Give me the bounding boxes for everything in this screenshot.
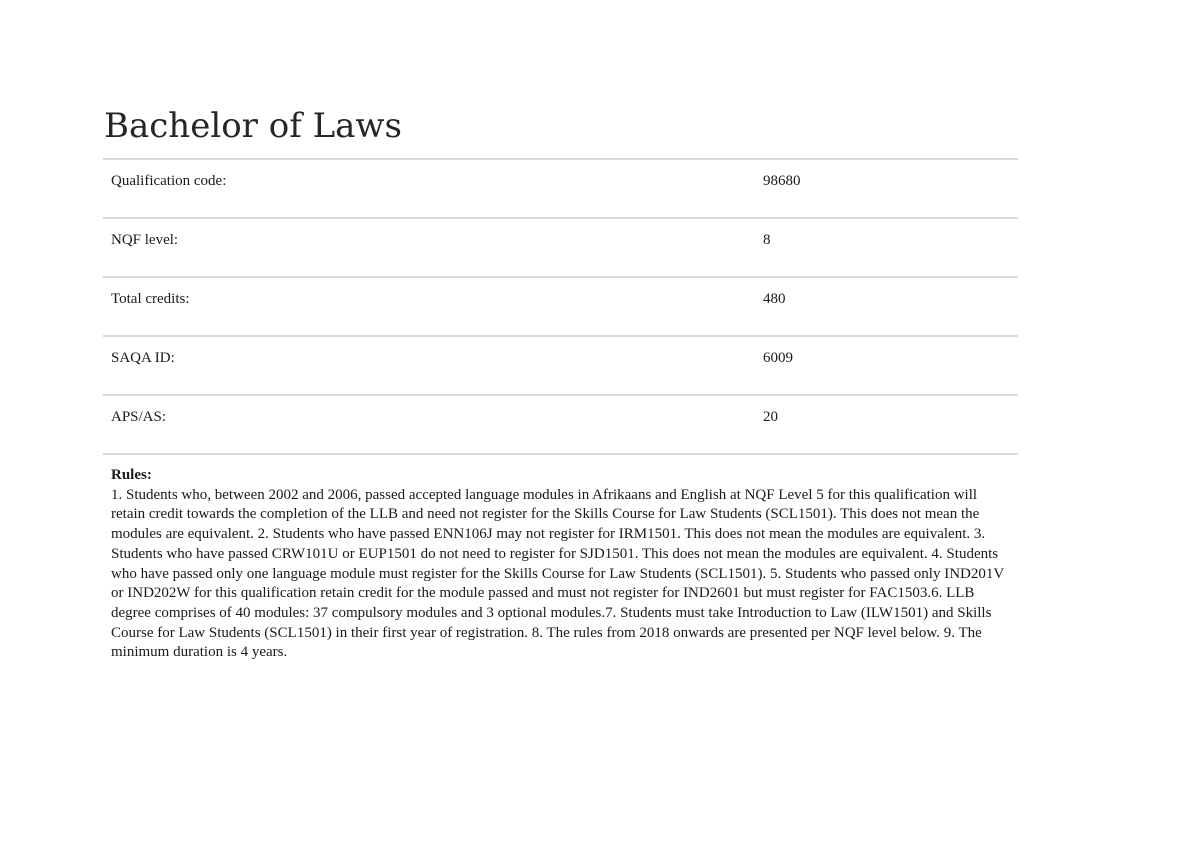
qualification-details-table [103, 158, 1018, 455]
table-row [103, 277, 1018, 336]
nqf-level-value: 8 [763, 232, 771, 248]
table-row [103, 159, 1018, 218]
rules-heading: Rules: [111, 467, 152, 483]
qualification-code-label: Qualification code: [111, 173, 227, 189]
aps-as-value: 20 [763, 409, 778, 425]
saqa-id-label: SAQA ID: [111, 350, 175, 366]
aps-as-label: APS/AS: [111, 409, 167, 425]
rules-section [111, 466, 1011, 663]
page-title: Bachelor of Laws [104, 106, 402, 146]
qualification-code-value: 98680 [763, 173, 801, 189]
nqf-level-label: NQF level: [111, 232, 179, 248]
total-credits-value: 480 [763, 291, 786, 307]
total-credits-label: Total credits: [111, 291, 190, 307]
saqa-id-value: 6009 [763, 350, 793, 366]
table-row [103, 395, 1018, 454]
rules-text: 1. Students who, between 2002 and 2006, passed accepted language modules in Afrikaans and English at NQF Level 5 for this qualification will retain credit towards the completion of the LLB and need not register for the Skills Course for Law Students (SCL1501). This does not mean the modules are equivalent. 2. Students who have passed ENN106J may not register for IRM1501. This does not mean the modules are equivalent. 3. Students who have passed CRW101U or EUP1501 do not need to register for SJD1501. This does not mean the modules are equivalent. 4. Students who have passed only one language module must register for the Skills Course for Law Students (SCL1501). 5. Students who passed only IND201V or IND202W for this qualification retain credit for the module passed and must not register for IND2601 but must register for FAC1503.6. LLB degree comprises of 40 modules: 37 compulsory modules and 3 optional modules.7. Students must take Introduction to Law (ILW1501) and Skills Course for Law Students (SCL1501) in their first year of registration. 8. The rules from 2018 onwards are presented per NQF level below. 9. The minimum duration is 4 years. [111, 486, 1004, 661]
table-row [103, 218, 1018, 277]
table-row [103, 336, 1018, 395]
